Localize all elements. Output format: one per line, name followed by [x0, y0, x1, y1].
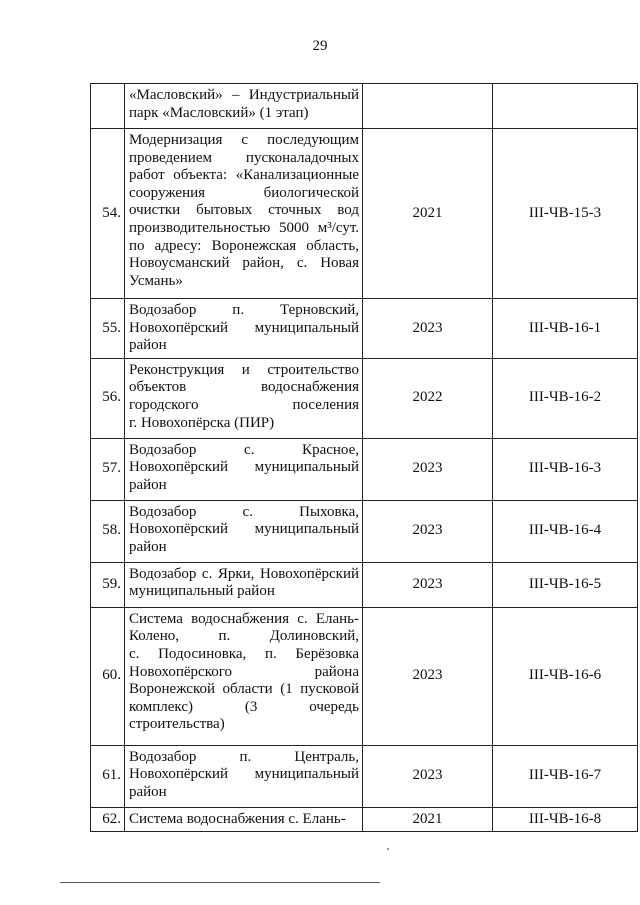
description-line: Водозабор п. Централь,	[129, 748, 359, 765]
row-number: 59.	[91, 562, 125, 607]
description-line: проведением пусконаладочных	[129, 149, 359, 166]
description-line: Новохопёрский муниципальный	[129, 521, 359, 538]
row-number: 55.	[91, 299, 125, 359]
code-cell: III-ЧВ-16-4	[493, 500, 638, 562]
description-line: район	[129, 783, 167, 800]
year-cell: 2022	[363, 358, 493, 438]
year-cell: 2023	[363, 500, 493, 562]
description-line: «Масловский» – Индустриальный	[129, 87, 359, 103]
code-cell	[493, 84, 638, 129]
year-cell: 2021	[363, 129, 493, 299]
description-line: очистки бытовых сточных вод	[129, 202, 359, 219]
description-line: городского поселения	[129, 396, 359, 413]
object-description	[125, 438, 363, 500]
description-line: Усмань»	[129, 272, 183, 289]
description-line: район	[129, 476, 167, 493]
description-line: район	[129, 337, 167, 354]
description-line: Новохопёрский муниципальный	[129, 459, 359, 476]
code-cell: III-ЧВ-16-8	[493, 807, 638, 832]
description-line: Система водоснабжения с. Елань-	[129, 610, 359, 627]
table-row	[91, 607, 638, 745]
description-line: строительства)	[129, 716, 225, 733]
table-row	[91, 438, 638, 500]
bottom-rule	[60, 882, 380, 883]
object-description	[125, 129, 363, 299]
year-cell: 2023	[363, 607, 493, 745]
description-line: Новохопёрский муниципальный	[129, 766, 359, 783]
row-number: 57.	[91, 438, 125, 500]
row-number: 58.	[91, 500, 125, 562]
row-number	[91, 84, 125, 129]
description-line: Водозабор с. Ярки, Новохопёрский	[129, 565, 359, 582]
description-line: Модернизация с последующим	[129, 132, 359, 148]
code-cell: III-ЧВ-16-5	[493, 562, 638, 607]
code-cell: III-ЧВ-16-6	[493, 607, 638, 745]
code-cell: III-ЧВ-16-7	[493, 745, 638, 807]
table-row	[91, 500, 638, 562]
description-line: работ объекта: «Канализационные	[129, 167, 359, 184]
object-description	[125, 500, 363, 562]
row-number: 54.	[91, 129, 125, 299]
description-line: производительностью 5000 м³/сут.	[129, 219, 359, 236]
description-line: объектов водоснабжения	[129, 379, 359, 396]
page-number: 29	[312, 38, 328, 54]
table-row	[91, 84, 638, 129]
year-cell: 2023	[363, 299, 493, 359]
description-line: г. Новохопёрска (ПИР)	[129, 414, 275, 431]
description-line: Водозабор с. Красное,	[129, 441, 359, 458]
scan-speck	[387, 848, 389, 850]
year-cell	[363, 84, 493, 129]
description-line: Новохопёрский муниципальный	[129, 319, 359, 336]
object-description	[125, 745, 363, 807]
row-number: 56.	[91, 358, 125, 438]
description-line: Новоусманский район, с. Новая	[129, 255, 359, 272]
row-number: 61.	[91, 745, 125, 807]
table-row	[91, 807, 638, 832]
description-line: Реконструкция и строительство	[129, 361, 359, 378]
description-line: по адресу: Воронежская область,	[129, 237, 359, 254]
year-cell: 2023	[363, 438, 493, 500]
table-row	[91, 129, 638, 299]
table-row	[91, 745, 638, 807]
year-cell: 2021	[363, 807, 493, 832]
code-cell: III-ЧВ-16-3	[493, 438, 638, 500]
row-number: 60.	[91, 607, 125, 745]
description-line: муниципальный район	[129, 583, 275, 600]
description-line: Новохопёрского района	[129, 663, 359, 680]
description-line: район	[129, 538, 167, 555]
year-cell: 2023	[363, 562, 493, 607]
code-cell: III-ЧВ-16-2	[493, 358, 638, 438]
object-description	[125, 807, 363, 832]
description-line: сооружения биологической	[129, 184, 359, 201]
object-description	[125, 299, 363, 359]
object-description	[125, 358, 363, 438]
description-line: Водозабор п. Терновский,	[129, 302, 359, 318]
description-line: Воронежской области (1 пусковой	[129, 681, 359, 698]
projects-table	[90, 83, 638, 832]
table-row	[91, 562, 638, 607]
table-row	[91, 299, 638, 359]
year-cell: 2023	[363, 745, 493, 807]
description-line: Колено, п. Долиновский,	[129, 628, 359, 645]
object-description	[125, 84, 363, 129]
description-line: парк «Масловский» (1 этап)	[129, 104, 309, 121]
object-description	[125, 607, 363, 745]
description-line: Система водоснабжения с. Елань-	[129, 810, 346, 827]
code-cell: III-ЧВ-16-1	[493, 299, 638, 359]
description-line: Водозабор с. Пыховка,	[129, 503, 359, 520]
description-line: комплекс) (3 очередь	[129, 698, 359, 715]
object-description	[125, 562, 363, 607]
table-row	[91, 358, 638, 438]
code-cell: III-ЧВ-15-3	[493, 129, 638, 299]
row-number: 62.	[91, 807, 125, 832]
description-line: с. Подосиновка, п. Берёзовка	[129, 645, 359, 662]
